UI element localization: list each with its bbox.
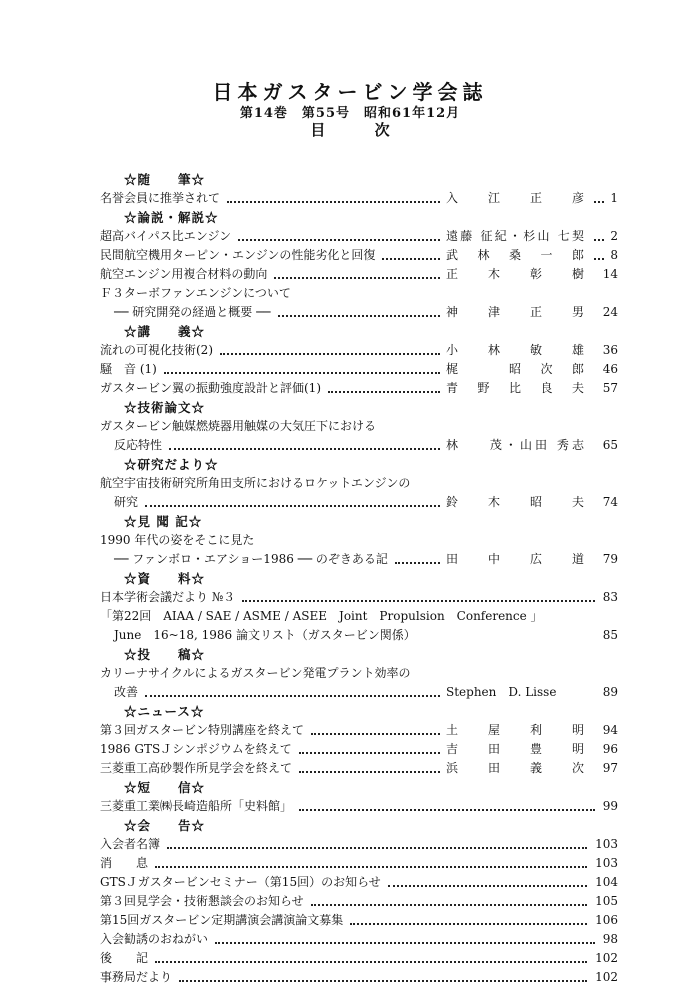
dot-leader (395, 562, 440, 564)
toc-entry-line (100, 417, 618, 436)
entry-title: 三菱重工業㈱長崎造船所「史料館」 (100, 799, 293, 813)
entry-title: 航空宇宙技術研究所角田支所におけるロケットエンジンの (100, 476, 411, 490)
entry-page: 103 (595, 837, 618, 851)
toc-entry (100, 436, 618, 455)
toc-entry (100, 892, 618, 911)
entry-title: 航空エンジン用複合材料の動向 (100, 267, 268, 281)
entry-page: 2 (610, 229, 618, 243)
dot-leader (167, 847, 587, 849)
entry-title: GTSＪガスタービンセミナー（第15回）のお知らせ (100, 875, 381, 889)
entry-title: 流れの可視化技術(2) (100, 343, 213, 357)
entry-title: 反応特性 (114, 438, 163, 452)
dot-leader (311, 733, 440, 735)
entry-page: 102 (595, 951, 618, 965)
entry-author: 鈴 木 昭 夫 (446, 495, 584, 509)
entry-title: ガスタービン触媒燃焼器用触媒の大気圧下における (100, 419, 377, 433)
entry-page: 14 (602, 267, 618, 281)
toc-entry (100, 835, 618, 854)
dot-leader (594, 258, 604, 260)
toc-category: ☆講 義☆ (124, 324, 206, 339)
toc-entry (100, 740, 618, 759)
toc-category: ☆論説・解説☆ (124, 210, 219, 225)
dot-leader (155, 961, 587, 963)
entry-author: 梶 昭 次 郎 (446, 362, 584, 376)
journal-title: 日本ガスタービン学会誌 (212, 80, 488, 104)
dot-leader (164, 372, 440, 374)
toc-entry (100, 797, 618, 816)
toc-entry (100, 246, 618, 265)
entry-title: 三菱重工高砂製作所見学会を終えて (100, 761, 293, 775)
entry-page: 8 (610, 248, 618, 262)
entry-title: 「第22回 AIAA / SAE / ASME / ASEE Joint Propulsion Conference 」 (100, 609, 543, 623)
entry-page: 102 (595, 970, 618, 984)
entry-author: 林 茂・山田 秀志 (446, 438, 584, 452)
dot-leader (145, 505, 440, 507)
dot-leader (299, 809, 595, 811)
toc-category: ☆随 筆☆ (124, 172, 206, 187)
toc-entry (100, 873, 618, 892)
dot-leader (215, 942, 595, 944)
toc-entry-line (100, 664, 618, 683)
dot-leader (299, 752, 440, 754)
toc-entry (100, 493, 618, 512)
dot-leader (169, 448, 440, 450)
dot-leader (328, 391, 440, 393)
entry-page: 57 (602, 381, 618, 395)
entry-title: 超高バイパス比エンジン (100, 229, 232, 243)
entry-page: 94 (602, 723, 618, 737)
entry-page: 99 (602, 799, 618, 813)
dot-leader (155, 866, 587, 868)
toc-category: ☆ニュース☆ (124, 704, 205, 719)
toc-entry (100, 303, 618, 322)
entry-page: 79 (602, 552, 618, 566)
entry-page: 85 (602, 628, 618, 642)
dot-leader (350, 923, 587, 925)
toc-entry-line (100, 607, 618, 626)
toc-entry (100, 588, 618, 607)
toc-entry (100, 265, 618, 284)
entry-title: 日本学術会議だより №３ (100, 590, 236, 604)
entry-page: 103 (595, 856, 618, 870)
toc-entry (100, 683, 618, 702)
entry-title: 入会者名簿 (100, 837, 161, 851)
dot-leader (311, 904, 587, 906)
toc-entry (100, 379, 618, 398)
entry-author: 青 野 比 良 夫 (446, 381, 584, 395)
toc-heading: 目 次 (310, 121, 390, 139)
entry-page: 106 (595, 913, 618, 927)
dot-leader (594, 239, 604, 241)
dot-leader (388, 885, 587, 887)
toc-entry (100, 626, 618, 645)
entry-page: 65 (602, 438, 618, 452)
entry-title: 後 記 (100, 951, 149, 965)
dot-leader (274, 277, 440, 279)
entry-title: 研究 (114, 495, 139, 509)
dot-leader (179, 980, 587, 982)
entry-title: June 16~18, 1986 論文リスト（ガスタービン関係） (114, 628, 416, 642)
dot-leader (382, 258, 440, 260)
entry-author: Stephen D. Lisse (446, 685, 557, 699)
entry-title: 消 息 (100, 856, 149, 870)
entry-page: 74 (602, 495, 618, 509)
toc-entry (100, 227, 618, 246)
toc-entry (100, 911, 618, 930)
entry-page: 96 (602, 742, 618, 756)
dot-leader (220, 353, 440, 355)
toc-entry-line (100, 474, 618, 493)
table-of-contents (100, 170, 618, 987)
entry-author: 浜 田 義 次 (446, 761, 584, 775)
dot-leader (227, 201, 440, 203)
entry-author: 吉 田 豊 明 (446, 742, 584, 756)
entry-title: 第３回見学会・技術懇談会のお知らせ (100, 894, 304, 908)
entry-title: 第15回ガスタービン定期講演会講演論文募集 (100, 913, 344, 927)
toc-entry (100, 189, 618, 208)
toc-entry (100, 721, 618, 740)
dot-leader (242, 600, 595, 602)
toc-category: ☆技術論文☆ (124, 400, 206, 415)
entry-author: 入 江 正 彦 (446, 191, 584, 205)
entry-page: 98 (602, 932, 618, 946)
entry-title: ── ファンボロ・エアショー1986 ── のぞきある記 (114, 552, 388, 566)
dot-leader (145, 695, 440, 697)
entry-title: ── 研究開発の経過と概要 ── (114, 305, 271, 319)
dot-leader (278, 315, 440, 317)
dot-leader (299, 771, 440, 773)
issue-line: 第14巻 第55号 昭和61年12月 (239, 106, 461, 121)
toc-category: ☆見 聞 記☆ (124, 514, 203, 529)
entry-author: 田 中 広 道 (446, 552, 584, 566)
entry-title: 事務局だより (100, 970, 173, 984)
toc-category: ☆短 信☆ (124, 780, 206, 795)
dot-leader (594, 201, 604, 203)
toc-entry (100, 930, 618, 949)
toc-entry (100, 759, 618, 778)
entry-page: 1 (610, 191, 618, 205)
entry-title: 名誉会員に推挙されて (100, 191, 221, 205)
entry-author: 正 木 彰 樹 (446, 267, 584, 281)
toc-entry (100, 360, 618, 379)
toc-entry (100, 341, 618, 360)
toc-entry (100, 550, 618, 569)
toc-category: ☆会 告☆ (124, 818, 206, 833)
entry-title: 1986 GTSＪシンポジウムを終えて (100, 742, 292, 756)
toc-entry (100, 968, 618, 987)
entry-title: 第３回ガスタービン特別講座を終えて (100, 723, 305, 737)
entry-page: 105 (595, 894, 618, 908)
toc-entry-line (100, 284, 618, 303)
entry-author: 土 屋 利 明 (446, 723, 584, 737)
entry-author: 神 津 正 男 (446, 305, 584, 319)
toc-category: ☆投 稿☆ (124, 647, 206, 662)
entry-author: 遠藤 征紀・杉山 七契 (446, 229, 584, 243)
entry-title: 民間航空機用ターピン・エンジンの性能劣化と回復 (100, 248, 376, 262)
entry-title: ガスタービン翼の振動強度設計と評価(1) (100, 381, 321, 395)
entry-author: 武 林 桑 一 郎 (446, 248, 584, 262)
toc-entry (100, 854, 618, 873)
entry-title: 改善 (114, 685, 139, 699)
entry-title: 1990 年代の姿をそこに見た (100, 533, 255, 547)
entry-page: 97 (602, 761, 618, 775)
entry-title: 入会勧誘のおねがい (100, 932, 209, 946)
toc-entry-line (100, 531, 618, 550)
toc-category: ☆資 料☆ (124, 571, 206, 586)
toc-entry (100, 949, 618, 968)
entry-page: 36 (602, 343, 618, 357)
entry-title: 騒 音 (1) (100, 362, 157, 376)
entry-page: 89 (602, 685, 618, 699)
entry-page: 46 (602, 362, 618, 376)
entry-author: 小 林 敏 雄 (446, 343, 584, 357)
entry-title: Ｆ３ターボファンエンジンについて (100, 286, 291, 300)
entry-page: 104 (595, 875, 618, 889)
entry-page: 83 (602, 590, 618, 604)
toc-category: ☆研究だより☆ (124, 457, 219, 472)
entry-title: カリーナサイクルによるガスタービン発電プラント効率の (100, 666, 411, 680)
entry-page: 24 (602, 305, 618, 319)
dot-leader (238, 239, 440, 241)
